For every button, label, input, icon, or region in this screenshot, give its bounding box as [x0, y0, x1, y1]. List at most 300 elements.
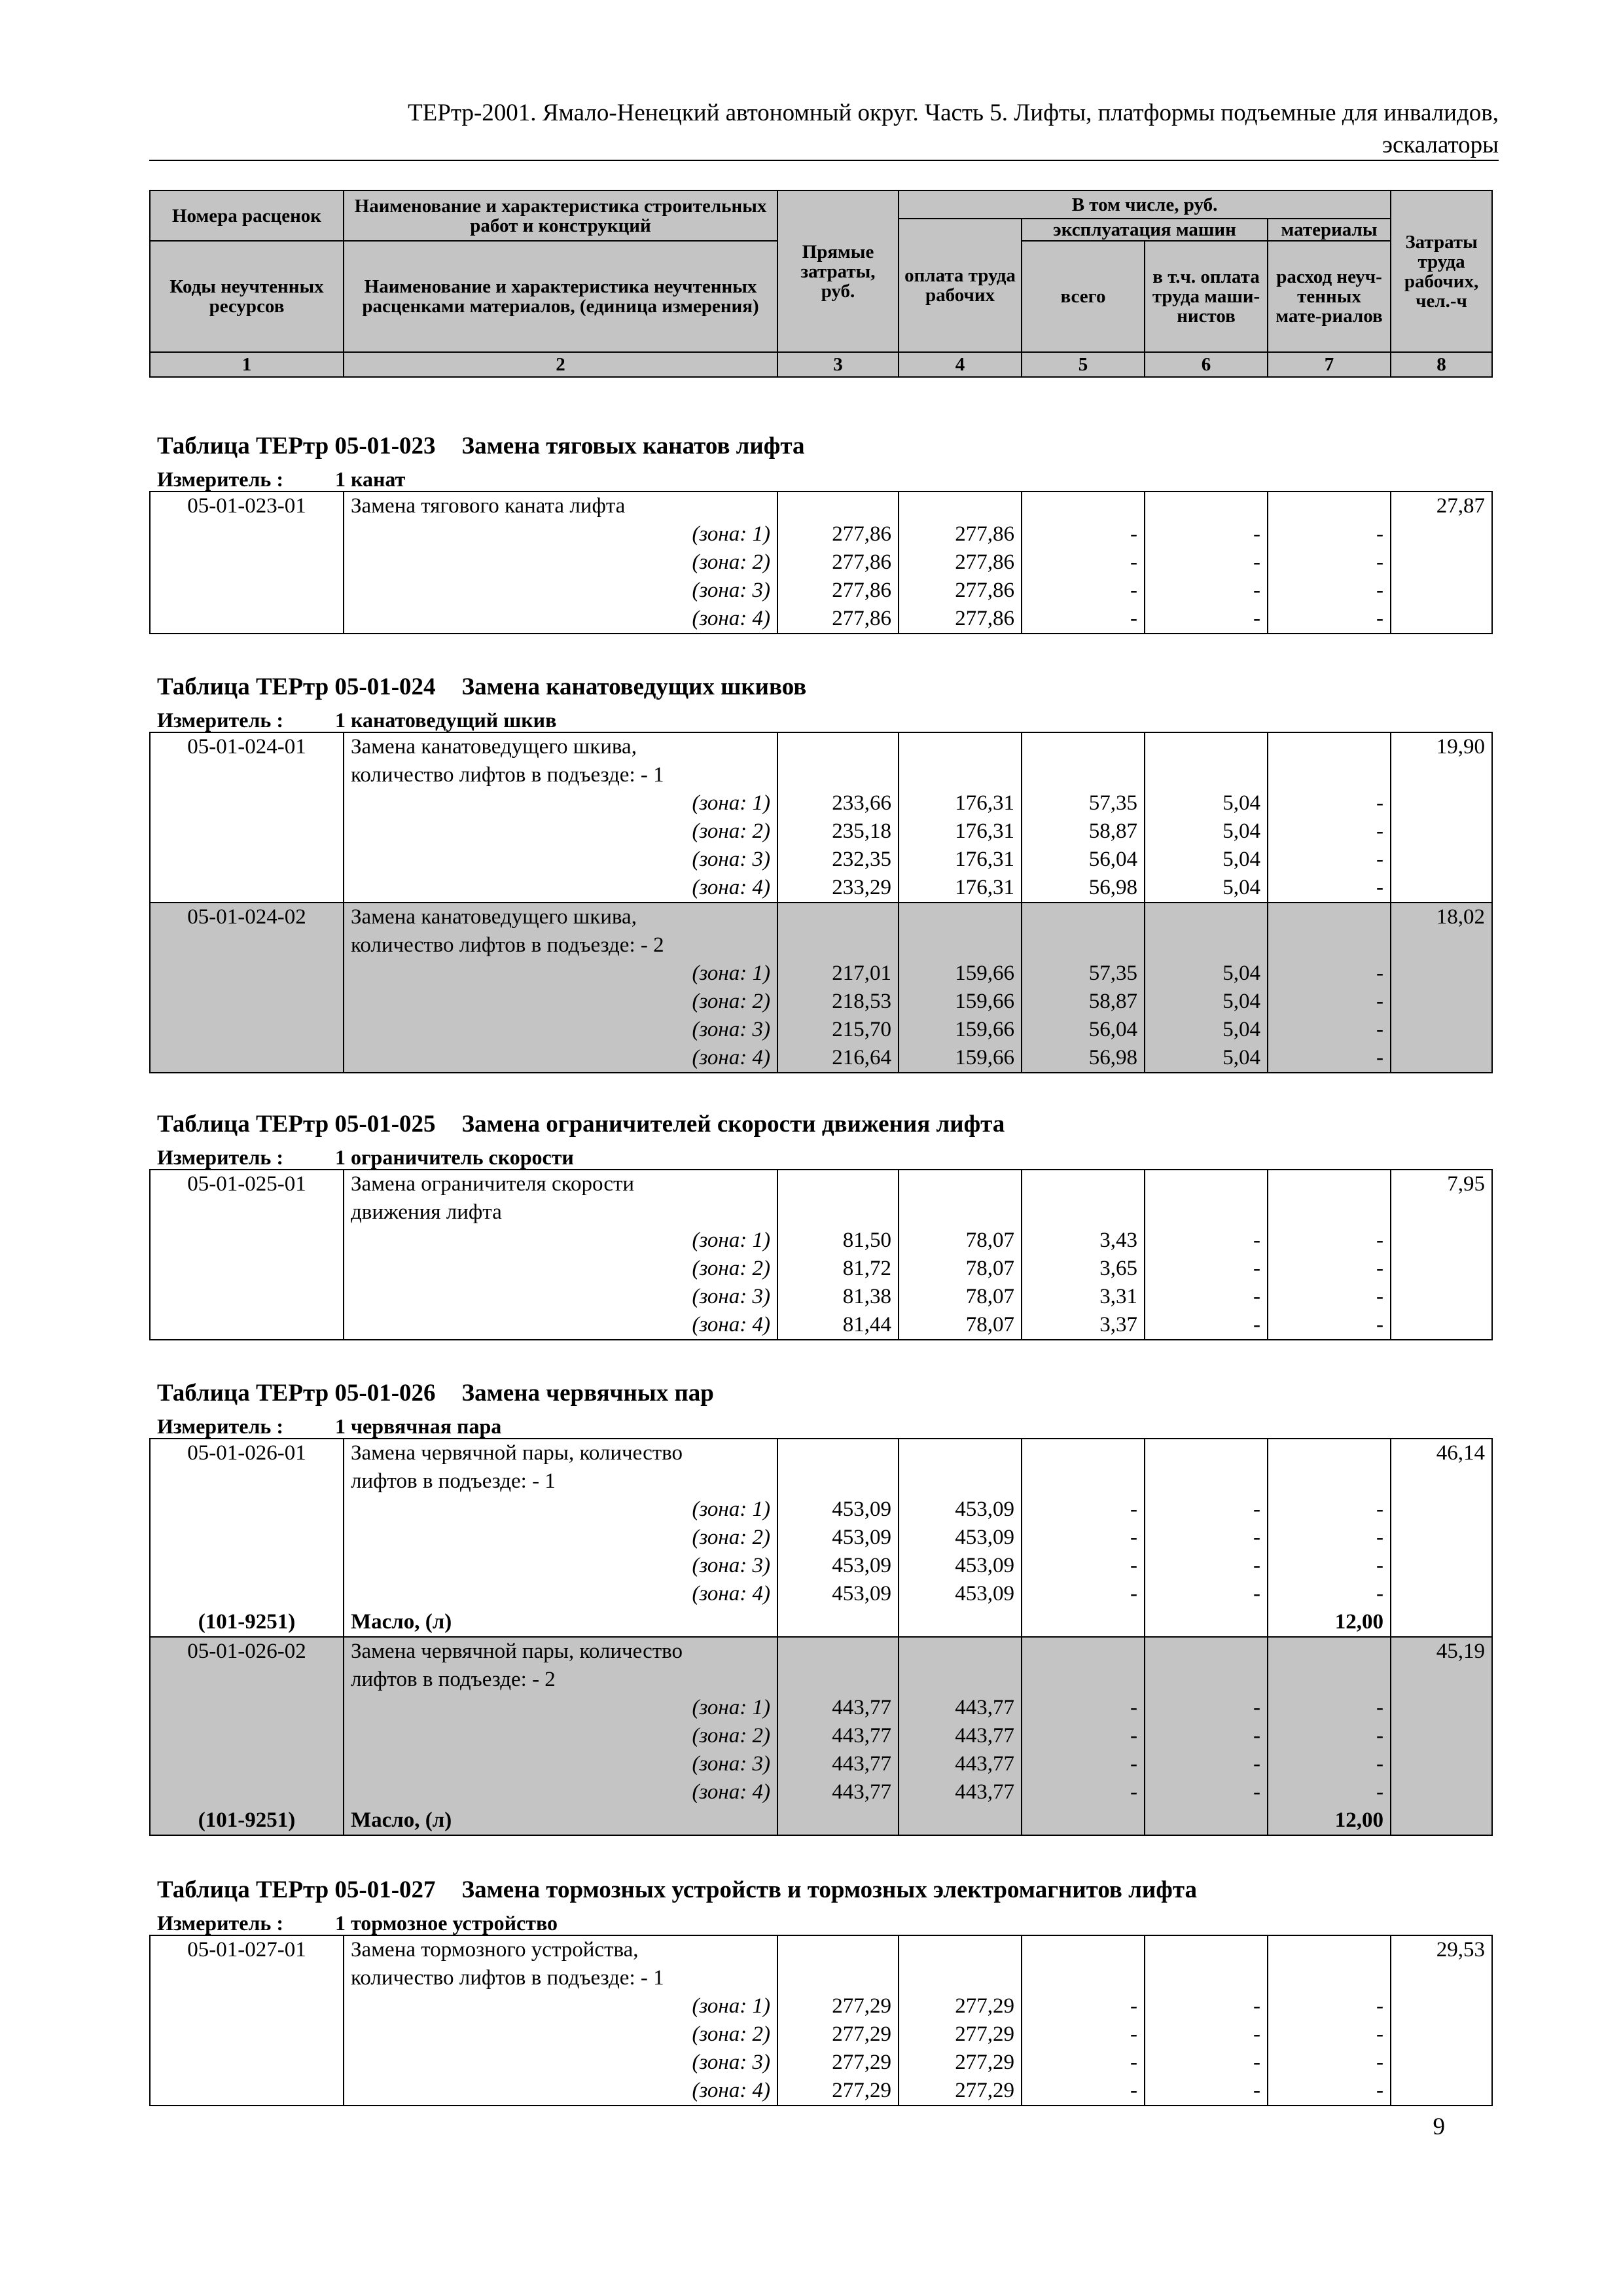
material-row: [150, 1806, 1492, 1835]
empty-cell: [1145, 1637, 1268, 1666]
col-number: 2: [344, 352, 777, 377]
table-row: [150, 1467, 1492, 1496]
empty-cell: [777, 492, 899, 520]
zone-label: (зона: 2): [344, 1722, 777, 1750]
meter-value: 1 канат: [335, 467, 406, 491]
materials-value: -: [1268, 520, 1391, 548]
materials-value: -: [1268, 1044, 1391, 1073]
machinist-wages-value: -: [1145, 2077, 1268, 2106]
zone-row: [150, 1580, 1492, 1608]
table-row: [150, 1439, 1492, 1467]
empty-cell: [1022, 1666, 1145, 1694]
empty-cell: [150, 1694, 344, 1722]
empty-cell: [1022, 1637, 1145, 1666]
section-code: ТЕРтр 05-01-023: [255, 433, 436, 459]
section-label: Таблица: [157, 1876, 250, 1903]
empty-cell: [1145, 931, 1268, 960]
direct-cost-value: 277,86: [777, 548, 899, 577]
rate-code: 05-01-024-01: [150, 732, 344, 761]
machines-value: -: [1022, 577, 1145, 605]
zone-label: (зона: 1): [344, 1227, 777, 1255]
zone-label: (зона: 3): [344, 1283, 777, 1311]
direct-cost-value: 81,38: [777, 1283, 899, 1311]
empty-cell: [1145, 1806, 1268, 1835]
table-section: [149, 1871, 1491, 2106]
empty-cell: [150, 1227, 344, 1255]
page-number: 9: [1433, 2113, 1445, 2140]
zone-row: [150, 1227, 1492, 1255]
direct-cost-value: 81,44: [777, 1311, 899, 1340]
empty-cell: [1391, 1198, 1492, 1227]
empty-cell: [1391, 1044, 1492, 1073]
zone-row: [150, 1552, 1492, 1580]
zone-row: [150, 605, 1492, 634]
section-label: Таблица: [157, 673, 250, 700]
material-row: [150, 1608, 1492, 1637]
empty-cell: [150, 761, 344, 789]
empty-cell: [777, 1806, 899, 1835]
machines-value: -: [1022, 520, 1145, 548]
section-label: Таблица: [157, 433, 250, 459]
page-header: [149, 97, 1499, 161]
empty-cell: [1268, 931, 1391, 960]
machines-value: -: [1022, 605, 1145, 634]
col-machinist-wages: в т.ч. оплата труда маши-нистов: [1145, 241, 1268, 352]
materials-value: -: [1268, 1255, 1391, 1283]
empty-cell: [1391, 761, 1492, 789]
section-name: Замена канатоведущих шкивов: [461, 673, 807, 700]
empty-cell: [1391, 846, 1492, 874]
table-row: [150, 732, 1492, 761]
empty-cell: [150, 931, 344, 960]
worker-wages-value: 176,31: [899, 846, 1022, 874]
machines-value: 57,35: [1022, 960, 1145, 988]
labor-value: 29,53: [1391, 1935, 1492, 1964]
empty-cell: [1268, 1666, 1391, 1694]
zone-label: (зона: 1): [344, 1992, 777, 2020]
table-row: [150, 761, 1492, 789]
column-numbers-row: [150, 352, 1492, 377]
machines-value: -: [1022, 2020, 1145, 2049]
materials-value: -: [1268, 1778, 1391, 1806]
empty-cell: [1391, 1467, 1492, 1496]
empty-cell: [150, 1722, 344, 1750]
zone-label: (зона: 1): [344, 1694, 777, 1722]
empty-cell: [1022, 761, 1145, 789]
meter-label: Измеритель :: [157, 708, 283, 732]
direct-cost-value: 453,09: [777, 1552, 899, 1580]
zone-label: (зона: 2): [344, 1255, 777, 1283]
section-meter: [149, 466, 1491, 491]
zone-label: (зона: 2): [344, 1524, 777, 1552]
machinist-wages-value: -: [1145, 1992, 1268, 2020]
empty-cell: [1391, 1694, 1492, 1722]
meter-value: 1 червячная пара: [335, 1414, 502, 1438]
zone-label: (зона: 3): [344, 1552, 777, 1580]
empty-cell: [777, 931, 899, 960]
materials-value: -: [1268, 988, 1391, 1016]
labor-value: 45,19: [1391, 1637, 1492, 1666]
zone-label: (зона: 1): [344, 960, 777, 988]
work-name-line: Замена червячной пары, количество: [344, 1439, 777, 1467]
material-quantity: 12,00: [1268, 1806, 1391, 1835]
empty-cell: [150, 1750, 344, 1778]
materials-value: -: [1268, 817, 1391, 846]
empty-cell: [1391, 1496, 1492, 1524]
empty-cell: [899, 1170, 1022, 1198]
materials-value: -: [1268, 605, 1391, 634]
empty-cell: [150, 2077, 344, 2106]
machinist-wages-value: 5,04: [1145, 789, 1268, 817]
rate-code: 05-01-025-01: [150, 1170, 344, 1198]
machinist-wages-value: -: [1145, 1580, 1268, 1608]
col-number: 4: [899, 352, 1022, 377]
empty-cell: [1391, 789, 1492, 817]
worker-wages-value: 453,09: [899, 1496, 1022, 1524]
machines-value: -: [1022, 1552, 1145, 1580]
empty-cell: [150, 577, 344, 605]
materials-value: -: [1268, 1552, 1391, 1580]
empty-cell: [1022, 732, 1145, 761]
empty-cell: [150, 548, 344, 577]
section-code: ТЕРтр 05-01-027: [255, 1876, 436, 1903]
empty-cell: [777, 1467, 899, 1496]
col-machines-total: всего: [1022, 241, 1145, 352]
col-number: 1: [150, 352, 344, 377]
zone-row: [150, 960, 1492, 988]
col-direct-costs: Прямые затраты, руб.: [777, 190, 899, 352]
empty-cell: [1145, 492, 1268, 520]
table-row: [150, 1666, 1492, 1694]
table-row: [150, 931, 1492, 960]
machines-value: 58,87: [1022, 817, 1145, 846]
table-row: [150, 1935, 1492, 1964]
materials-value: -: [1268, 789, 1391, 817]
direct-cost-value: 233,29: [777, 874, 899, 903]
empty-cell: [1391, 1524, 1492, 1552]
empty-cell: [1145, 1198, 1268, 1227]
col-resource-codes: Коды неучтенных ресурсов: [150, 241, 344, 352]
empty-cell: [899, 1467, 1022, 1496]
empty-cell: [1145, 1467, 1268, 1496]
materials-value: -: [1268, 1524, 1391, 1552]
zone-row: [150, 2077, 1492, 2106]
empty-cell: [1268, 492, 1391, 520]
resource-code: (101-9251): [150, 1608, 344, 1637]
meter-label: Измеритель :: [157, 1145, 283, 1169]
zone-row: [150, 1496, 1492, 1524]
col-group-materials: материалы: [1268, 219, 1391, 241]
materials-value: -: [1268, 1580, 1391, 1608]
empty-cell: [1391, 2049, 1492, 2077]
empty-cell: [150, 1992, 344, 2020]
direct-cost-value: 443,77: [777, 1778, 899, 1806]
header-line-1: ТЕРтр-2001. Ямало-Ненецкий автономный округ. Часть 5. Лифты, платформы подъемные для инвалидов,: [408, 99, 1499, 126]
rates-table: [149, 1169, 1493, 1340]
empty-cell: [1268, 1467, 1391, 1496]
materials-value: -: [1268, 874, 1391, 903]
work-name-line: Замена канатоведущего шкива,: [344, 732, 777, 761]
empty-cell: [1391, 1311, 1492, 1340]
worker-wages-value: 159,66: [899, 988, 1022, 1016]
table-row: [150, 1637, 1492, 1666]
worker-wages-value: 78,07: [899, 1283, 1022, 1311]
materials-value: -: [1268, 2049, 1391, 2077]
empty-cell: [1268, 1935, 1391, 1964]
direct-cost-value: 81,50: [777, 1227, 899, 1255]
empty-cell: [1268, 903, 1391, 931]
empty-cell: [1391, 1608, 1492, 1637]
worker-wages-value: 159,66: [899, 1044, 1022, 1073]
machinist-wages-value: -: [1145, 1227, 1268, 1255]
direct-cost-value: 277,29: [777, 2020, 899, 2049]
empty-cell: [1268, 1964, 1391, 1992]
empty-cell: [1268, 1637, 1391, 1666]
empty-cell: [1145, 903, 1268, 931]
labor-value: 7,95: [1391, 1170, 1492, 1198]
direct-cost-value: 81,72: [777, 1255, 899, 1283]
machinist-wages-value: 5,04: [1145, 988, 1268, 1016]
empty-cell: [1391, 1992, 1492, 2020]
zone-row: [150, 1992, 1492, 2020]
zone-label: (зона: 2): [344, 2020, 777, 2049]
zone-row: [150, 2049, 1492, 2077]
machines-value: 56,98: [1022, 1044, 1145, 1073]
zone-row: [150, 817, 1492, 846]
worker-wages-value: 277,29: [899, 2077, 1022, 2106]
empty-cell: [1145, 761, 1268, 789]
worker-wages-value: 277,86: [899, 577, 1022, 605]
empty-cell: [1391, 1964, 1492, 1992]
zone-label: (зона: 2): [344, 988, 777, 1016]
empty-cell: [899, 1666, 1022, 1694]
materials-value: -: [1268, 1694, 1391, 1722]
machinist-wages-value: -: [1145, 1524, 1268, 1552]
worker-wages-value: 176,31: [899, 817, 1022, 846]
machinist-wages-value: 5,04: [1145, 960, 1268, 988]
empty-cell: [899, 761, 1022, 789]
empty-cell: [777, 1964, 899, 1992]
empty-cell: [1391, 1227, 1492, 1255]
materials-value: -: [1268, 1016, 1391, 1044]
col-work-name: Наименование и характеристика строительных работ и конструкций: [344, 190, 777, 241]
zone-label: (зона: 1): [344, 789, 777, 817]
worker-wages-value: 159,66: [899, 1016, 1022, 1044]
machines-value: -: [1022, 1722, 1145, 1750]
empty-cell: [150, 1016, 344, 1044]
labor-value: 27,87: [1391, 492, 1492, 520]
worker-wages-value: 443,77: [899, 1694, 1022, 1722]
section-title: [149, 1374, 1491, 1413]
zone-label: (зона: 4): [344, 1044, 777, 1073]
rates-table: [149, 1438, 1493, 1836]
work-name-line: Замена тормозного устройства,: [344, 1935, 777, 1964]
machinist-wages-value: -: [1145, 1722, 1268, 1750]
empty-cell: [150, 1580, 344, 1608]
worker-wages-value: 277,29: [899, 2049, 1022, 2077]
worker-wages-value: 443,77: [899, 1778, 1022, 1806]
materials-value: -: [1268, 846, 1391, 874]
empty-cell: [777, 1439, 899, 1467]
empty-cell: [777, 1637, 899, 1666]
zone-label: (зона: 4): [344, 1311, 777, 1340]
rate-code: 05-01-027-01: [150, 1935, 344, 1964]
empty-cell: [777, 1608, 899, 1637]
empty-cell: [1022, 492, 1145, 520]
zone-row: [150, 1722, 1492, 1750]
empty-cell: [150, 1198, 344, 1227]
empty-cell: [1145, 1964, 1268, 1992]
machines-value: -: [1022, 1694, 1145, 1722]
worker-wages-value: 277,29: [899, 2020, 1022, 2049]
empty-cell: [150, 1044, 344, 1073]
empty-cell: [150, 1496, 344, 1524]
meter-label: Измеритель :: [157, 467, 283, 491]
material-name: Масло, (л): [344, 1608, 777, 1637]
materials-value: -: [1268, 1227, 1391, 1255]
table-row: [150, 1170, 1492, 1198]
direct-cost-value: 232,35: [777, 846, 899, 874]
empty-cell: [777, 1666, 899, 1694]
machinist-wages-value: 5,04: [1145, 846, 1268, 874]
rates-table: [149, 732, 1493, 1073]
worker-wages-value: 453,09: [899, 1524, 1022, 1552]
empty-cell: [150, 1311, 344, 1340]
materials-value: -: [1268, 1992, 1391, 2020]
zone-label: (зона: 1): [344, 520, 777, 548]
rate-code: 05-01-024-02: [150, 903, 344, 931]
zone-row: [150, 789, 1492, 817]
empty-cell: [1391, 1666, 1492, 1694]
machines-value: -: [1022, 1750, 1145, 1778]
empty-cell: [150, 605, 344, 634]
empty-cell: [1391, 1255, 1492, 1283]
empty-cell: [1268, 1198, 1391, 1227]
direct-cost-value: 216,64: [777, 1044, 899, 1073]
section-name: Замена ограничителей скорости движения лифта: [461, 1111, 1005, 1138]
empty-cell: [150, 1283, 344, 1311]
zone-label: (зона: 2): [344, 817, 777, 846]
empty-cell: [1268, 732, 1391, 761]
empty-cell: [1268, 761, 1391, 789]
machinist-wages-value: -: [1145, 1283, 1268, 1311]
meter-label: Измеритель :: [157, 1911, 283, 1935]
direct-cost-value: 277,29: [777, 1992, 899, 2020]
empty-cell: [899, 732, 1022, 761]
machinist-wages-value: -: [1145, 2049, 1268, 2077]
direct-cost-value: 215,70: [777, 1016, 899, 1044]
section-label: Таблица: [157, 1111, 250, 1138]
empty-cell: [899, 1935, 1022, 1964]
materials-value: -: [1268, 577, 1391, 605]
meter-value: 1 канатоведущий шкив: [335, 708, 557, 732]
col-rate-numbers: Номера расценок: [150, 190, 344, 241]
empty-cell: [1145, 1608, 1268, 1637]
materials-value: -: [1268, 1496, 1391, 1524]
empty-cell: [1391, 2020, 1492, 2049]
empty-cell: [1391, 1580, 1492, 1608]
machinist-wages-value: -: [1145, 1750, 1268, 1778]
direct-cost-value: 453,09: [777, 1524, 899, 1552]
empty-cell: [1145, 732, 1268, 761]
col-number: 7: [1268, 352, 1391, 377]
table-row: [150, 1198, 1492, 1227]
machinist-wages-value: -: [1145, 1255, 1268, 1283]
zone-row: [150, 1778, 1492, 1806]
zone-label: (зона: 3): [344, 846, 777, 874]
empty-cell: [150, 1778, 344, 1806]
empty-cell: [1391, 1016, 1492, 1044]
zone-row: [150, 577, 1492, 605]
section-meter: [149, 707, 1491, 732]
zone-row: [150, 1016, 1492, 1044]
work-name-line: лифтов в подъезде: - 2: [344, 1666, 777, 1694]
work-name-line: движения лифта: [344, 1198, 777, 1227]
col-number: 3: [777, 352, 899, 377]
table-row: [150, 903, 1492, 931]
zone-label: (зона: 4): [344, 874, 777, 903]
col-material-name: Наименование и характеристика неучтенных расценками материалов, (единица измерения): [344, 241, 777, 352]
empty-cell: [1391, 960, 1492, 988]
machinist-wages-value: -: [1145, 548, 1268, 577]
direct-cost-value: 443,77: [777, 1694, 899, 1722]
direct-cost-value: 277,29: [777, 2077, 899, 2106]
machines-value: -: [1022, 2049, 1145, 2077]
work-name-line: лифтов в подъезде: - 1: [344, 1467, 777, 1496]
empty-cell: [150, 520, 344, 548]
empty-cell: [777, 1935, 899, 1964]
work-name-line: количество лифтов в подъезде: - 1: [344, 1964, 777, 1992]
section-code: ТЕРтр 05-01-025: [255, 1111, 436, 1138]
machines-value: 3,31: [1022, 1283, 1145, 1311]
empty-cell: [1391, 988, 1492, 1016]
empty-cell: [150, 960, 344, 988]
direct-cost-value: 453,09: [777, 1580, 899, 1608]
empty-cell: [1391, 605, 1492, 634]
zone-row: [150, 988, 1492, 1016]
direct-cost-value: 443,77: [777, 1750, 899, 1778]
empty-cell: [150, 874, 344, 903]
worker-wages-value: 277,86: [899, 520, 1022, 548]
machinist-wages-value: -: [1145, 1552, 1268, 1580]
empty-cell: [899, 903, 1022, 931]
machines-value: 56,04: [1022, 846, 1145, 874]
empty-cell: [1022, 1806, 1145, 1835]
section-label: Таблица: [157, 1380, 250, 1407]
empty-cell: [1022, 1964, 1145, 1992]
column-header-table: [149, 190, 1493, 378]
machines-value: -: [1022, 1778, 1145, 1806]
zone-row: [150, 1255, 1492, 1283]
empty-cell: [777, 903, 899, 931]
machinist-wages-value: 5,04: [1145, 1044, 1268, 1073]
empty-cell: [899, 1964, 1022, 1992]
machinist-wages-value: -: [1145, 1778, 1268, 1806]
section-meter: [149, 1413, 1491, 1438]
direct-cost-value: 277,86: [777, 577, 899, 605]
machinist-wages-value: -: [1145, 605, 1268, 634]
empty-cell: [899, 1608, 1022, 1637]
machinist-wages-value: -: [1145, 1694, 1268, 1722]
work-name-line: Замена канатоведущего шкива,: [344, 903, 777, 931]
section-code: ТЕРтр 05-01-024: [255, 673, 436, 700]
machines-value: -: [1022, 1580, 1145, 1608]
machinist-wages-value: -: [1145, 1496, 1268, 1524]
work-name-line: количество лифтов в подъезде: - 2: [344, 931, 777, 960]
direct-cost-value: 277,86: [777, 520, 899, 548]
empty-cell: [899, 1198, 1022, 1227]
worker-wages-value: 443,77: [899, 1750, 1022, 1778]
